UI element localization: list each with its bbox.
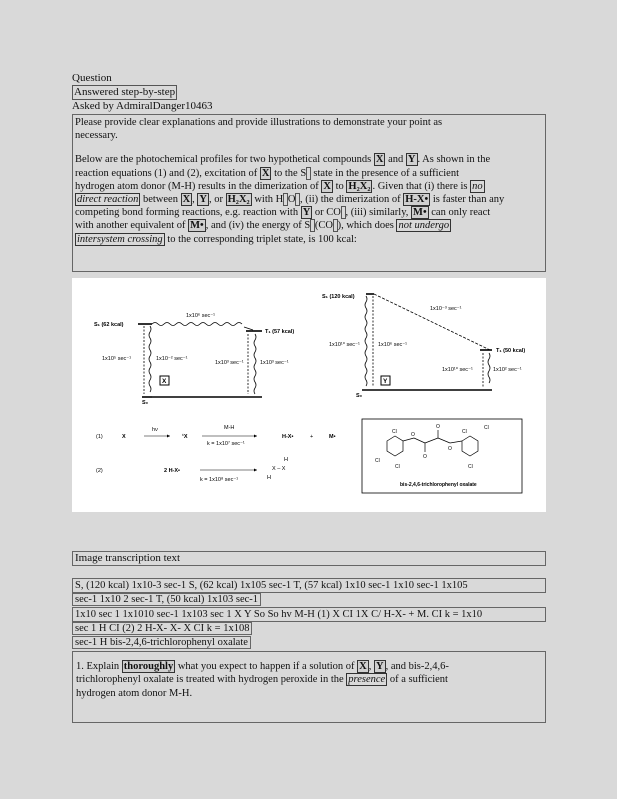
svg-text:H-X•: H-X• <box>282 434 294 440</box>
right-t1-label: T₁ (50 kcal) <box>496 348 526 354</box>
svg-text:X: X <box>122 434 126 440</box>
svg-text:+: + <box>310 434 314 440</box>
svg-text:Cl: Cl <box>375 458 380 464</box>
intro-text: Please provide clear explanations and provide illustrations to demonstrate your point as <box>75 117 443 128</box>
svg-text:M-H: M-H <box>224 425 235 431</box>
equation-1 <box>96 425 336 447</box>
svg-text:hν: hν <box>152 427 158 433</box>
right-s1-label: S₁ (120 kcal) <box>322 294 355 300</box>
left-rate-2: 1x10⁻² sec⁻¹ <box>156 356 188 362</box>
right-rate-2: 1x10⁶ sec⁻¹ <box>378 342 408 348</box>
svg-text:k = 1x10⁸ sec⁻¹: k = 1x10⁸ sec⁻¹ <box>200 477 239 483</box>
svg-text:H: H <box>284 457 288 463</box>
oxalate-structure <box>362 419 522 493</box>
intro-text: necessary. <box>75 130 118 142</box>
svg-text:Cl: Cl <box>395 464 400 470</box>
transcription-line: sec-1 1x10 2 sec-1 T, (50 kcal) 1x103 sec-1 <box>72 593 261 606</box>
svg-text:O: O <box>448 446 452 452</box>
left-s1-label: S₁ (62 kcal) <box>94 322 124 328</box>
dimer: H₂X₂ <box>348 180 371 192</box>
transcription-line: S, (120 kcal) 1x10-3 sec-1 S, (62 kcal) 1x105 sec-1 T, (57 kcal) 1x10 sec-1 1x10 sec-1 1x105 <box>72 578 546 593</box>
svg-text:2 H-X•: 2 H-X• <box>164 468 180 474</box>
svg-text:O: O <box>423 454 427 460</box>
right-compound-label: Y <box>383 378 388 385</box>
question-body: Please provide clear explanations and provide illustrations to demonstrate your point as necessary. Below are the photochemical profiles for two hypothetical compounds X and Y . As shown in the reaction equations (1) and (2), excitation of X to the S state in the presence of a sufficient hydrogen atom donor (M-H) results in the dimerization of X to H₂X₂ . Given that (i) there is no direct reaction between X , Y , or H₂X₂ with H O , (ii) the dimerization of H-X• is faster than any competing bond forming reactions, e.g. reaction with Y or CO , (iii) similarly, M• can only react with another equivalent of M• , and (iv) the energy of S (CO ), which does not undergo intersystem crossing to the corresponding triplet state, is 100 kcal: <box>72 114 546 272</box>
emphasis-presence: presence <box>348 674 386 686</box>
left-s0-label: S₀ <box>142 400 149 406</box>
radical-hx: H-X• <box>405 194 429 206</box>
transcription-line: sec 1 H CI (2) 2 H-X- X- X CI k = 1x108 <box>72 622 252 635</box>
svg-text:O: O <box>411 432 415 438</box>
svg-text:Cl: Cl <box>468 464 473 470</box>
asked-by: Asked by AdmiralDanger10463 <box>72 100 213 112</box>
question-prompt: 1. Explain thoroughly what you expect to happen if a solution of X , Y , and bis-2,4,6- trichlorophenyl oxalate is treated with hydrogen peroxide in the presence of a sufficient hydrogen atom donor M-H. <box>72 651 546 723</box>
left-isc-rate: 1x10⁶ sec⁻¹ <box>186 313 216 319</box>
transcription-line: 1x10 sec 1 1x1010 sec-1 1x103 sec 1 X Y So So hv M-H (1) X CI 1X C/ H-X- + M. CI k = 1x10 <box>72 607 546 622</box>
left-jablonski-diagram <box>94 312 294 406</box>
emphasis-isc: intersystem crossing <box>77 233 163 245</box>
radical-m: M• <box>413 207 427 219</box>
oxalate-label: bis-2,4,6-trichlorophenyl oxalate <box>400 482 477 488</box>
left-rate-1: 1x10⁵ sec⁻¹ <box>102 356 132 362</box>
equation-2 <box>96 457 288 483</box>
svg-text:X – X: X – X <box>272 466 286 472</box>
svg-text:¹X: ¹X <box>182 434 188 440</box>
svg-text:H: H <box>267 475 271 481</box>
question-header <box>72 72 546 272</box>
svg-text:k = 1x10⁷ sec⁻¹: k = 1x10⁷ sec⁻¹ <box>207 441 245 447</box>
svg-text:Cl: Cl <box>484 425 489 431</box>
answered-badge[interactable]: Answered step-by-step <box>74 86 176 98</box>
right-isc-rate: 1x10⁻³ sec⁻¹ <box>430 306 462 312</box>
svg-text:O: O <box>436 424 440 430</box>
right-jablonski-diagram <box>322 294 525 399</box>
right-rate-1: 1x10¹⁰ sec⁻¹ <box>329 342 360 348</box>
emphasis-not-undergo: not undergo <box>398 220 450 232</box>
question-label: Question <box>72 72 112 84</box>
left-rate-4: 1x10³ sec⁻¹ <box>260 360 289 366</box>
emphasis-thoroughly: thoroughly <box>123 661 174 672</box>
compound-x: X <box>375 154 384 166</box>
svg-text:Cl: Cl <box>392 429 397 435</box>
emphasis-no: no <box>472 180 483 192</box>
left-rate-3: 1x10³ sec⁻¹ <box>215 360 244 366</box>
transcription-title: Image transcription text <box>72 551 546 566</box>
left-t1-label: T₁ (57 kcal) <box>265 329 295 335</box>
right-rate-3: 1x10¹⁰ sec⁻¹ <box>442 367 473 373</box>
transcription-line: sec-1 H bis-2,4,6-trichlorophenyl oxalate <box>72 636 251 649</box>
svg-text:M•: M• <box>329 434 336 440</box>
svg-text:(2): (2) <box>96 468 103 474</box>
right-s0-label: S₀ <box>356 393 363 399</box>
svg-text:Cl: Cl <box>462 429 467 435</box>
right-rate-4: 1x10² sec⁻¹ <box>493 367 522 373</box>
left-compound-label: X <box>162 378 167 385</box>
photochemical-profile-figure <box>72 278 546 512</box>
transcription-text <box>72 578 546 649</box>
emphasis-direct-reaction: direct reaction <box>77 194 139 206</box>
compound-y: Y <box>407 154 416 166</box>
svg-text:(1): (1) <box>96 434 103 440</box>
